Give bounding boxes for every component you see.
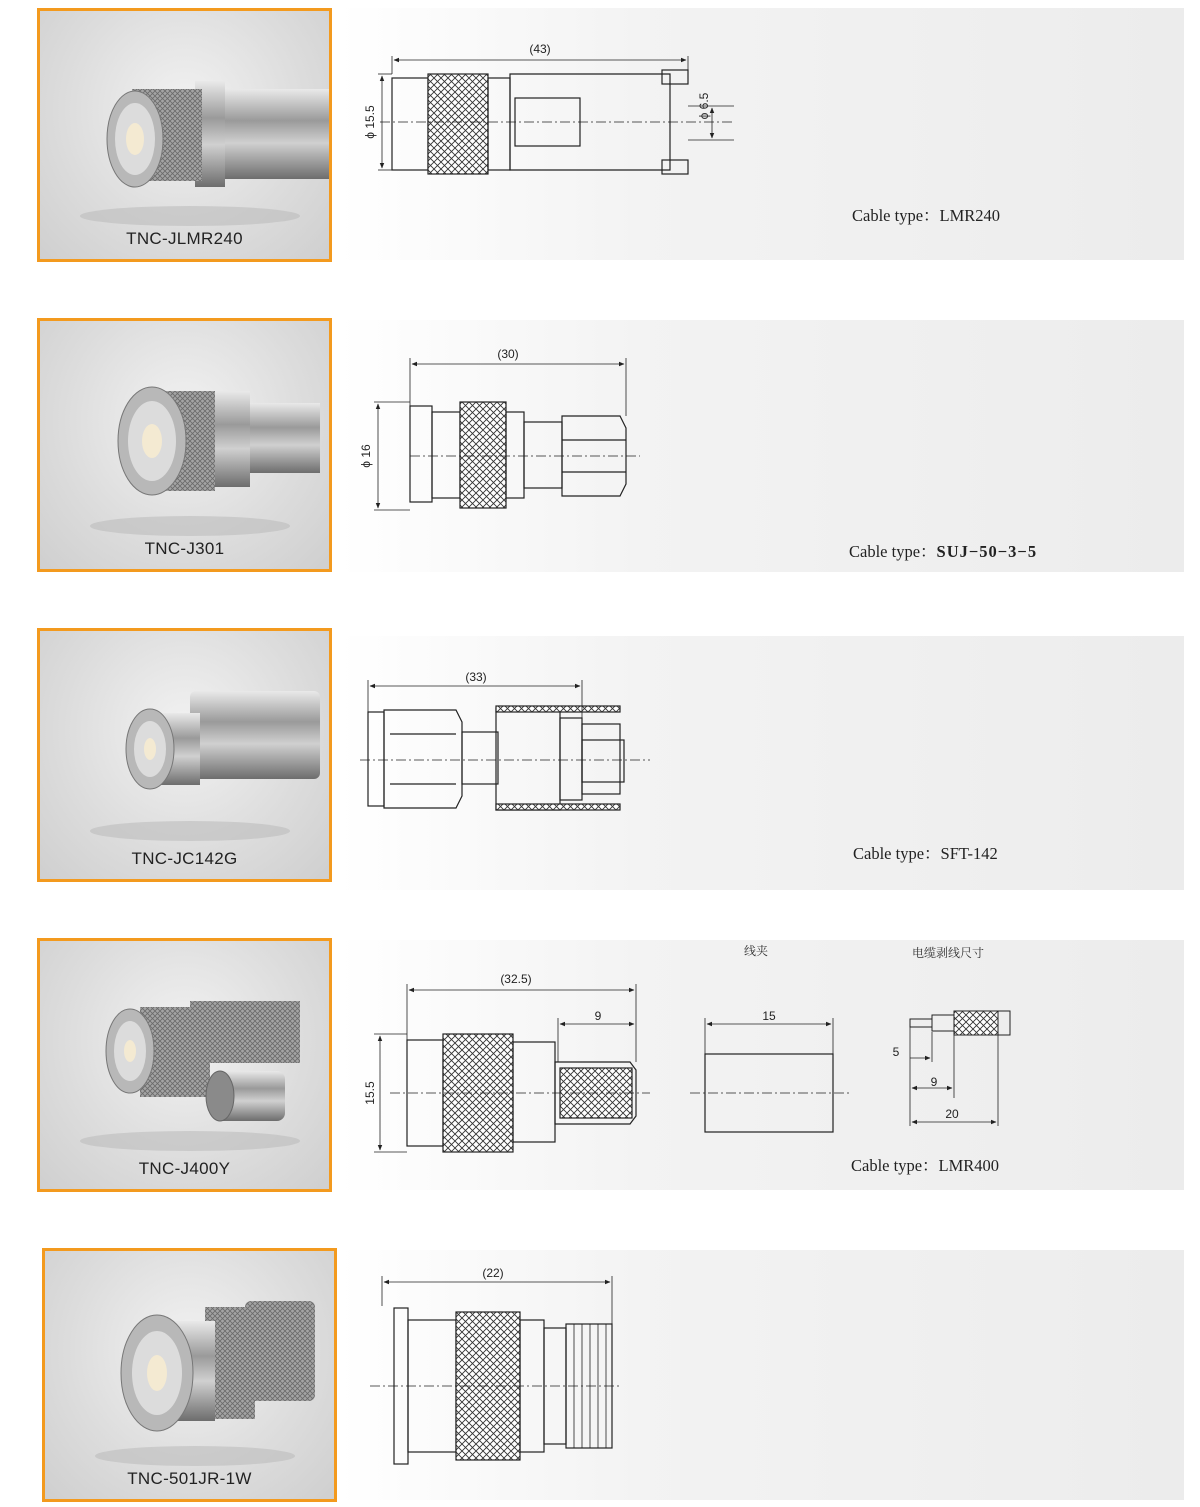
strip-dim-1: 5	[892, 1045, 900, 1059]
strip-dim-3: 20	[945, 1107, 959, 1121]
dimension-drawing	[350, 8, 770, 188]
product-photo	[42, 1248, 337, 1502]
dim-length: (33)	[465, 670, 487, 684]
product-row-3	[0, 628, 1200, 884]
dimension-drawing	[350, 1248, 690, 1468]
ferrule-length: 15	[762, 1009, 776, 1023]
product-photo	[37, 8, 332, 262]
dim-length: (30)	[497, 347, 519, 361]
dim-body-diameter: 15.5	[363, 1081, 377, 1105]
product-photo	[37, 938, 332, 1192]
dimension-drawing	[350, 938, 1050, 1178]
dim-length: (32.5)	[500, 972, 532, 986]
cable-type	[852, 202, 1000, 226]
dim-body-diameter: ϕ 15.5	[363, 105, 377, 139]
cable-type-label: Cable type：	[851, 1156, 939, 1175]
cable-type-label: Cable type：	[852, 206, 940, 225]
cable-type-value: SFT-142	[940, 844, 998, 863]
cable-type-label: Cable type：	[853, 844, 941, 863]
product-row-4	[0, 938, 1200, 1194]
product-row-2	[0, 318, 1200, 574]
strip-caption: 电缆剥线尺寸	[911, 946, 985, 960]
product-photo	[37, 628, 332, 882]
product-photo	[37, 318, 332, 572]
dim-length: (22)	[482, 1266, 504, 1280]
dim-length: (43)	[529, 42, 551, 56]
connector-photo-icon	[45, 1251, 334, 1499]
dim-crimp-length: 9	[594, 1009, 602, 1023]
dimension-drawing	[350, 318, 710, 518]
model-name: TNC-J400Y	[138, 1159, 231, 1178]
model-name: TNC-JC142G	[131, 849, 238, 868]
model-name: TNC-JLMR240	[126, 229, 243, 248]
dim-body-diameter: ϕ 16	[359, 444, 373, 468]
cable-type-value: SUJ−50−3−5	[936, 542, 1038, 561]
connector-photo-icon	[40, 941, 329, 1189]
cable-type-value: LMR400	[938, 1156, 1000, 1175]
dimension-drawing	[350, 628, 710, 828]
connector-photo-icon	[40, 631, 329, 879]
cable-type	[849, 538, 1037, 562]
ferrule-caption: 线夹	[743, 944, 769, 958]
cable-type	[851, 1152, 999, 1176]
connector-photo-icon	[40, 11, 329, 259]
connector-photo-icon	[40, 321, 329, 569]
product-row-1	[0, 8, 1200, 264]
cable-type-label: Cable type：	[849, 542, 937, 561]
cable-type-value: LMR240	[939, 206, 1001, 225]
dim-cable-diameter: ϕ 6.5	[697, 92, 711, 120]
model-name: TNC-501JR-1W	[127, 1469, 252, 1488]
product-row-5	[0, 1248, 1200, 1504]
strip-dim-2: 9	[930, 1075, 938, 1089]
model-name: TNC-J301	[144, 539, 225, 558]
cable-type	[853, 840, 998, 864]
